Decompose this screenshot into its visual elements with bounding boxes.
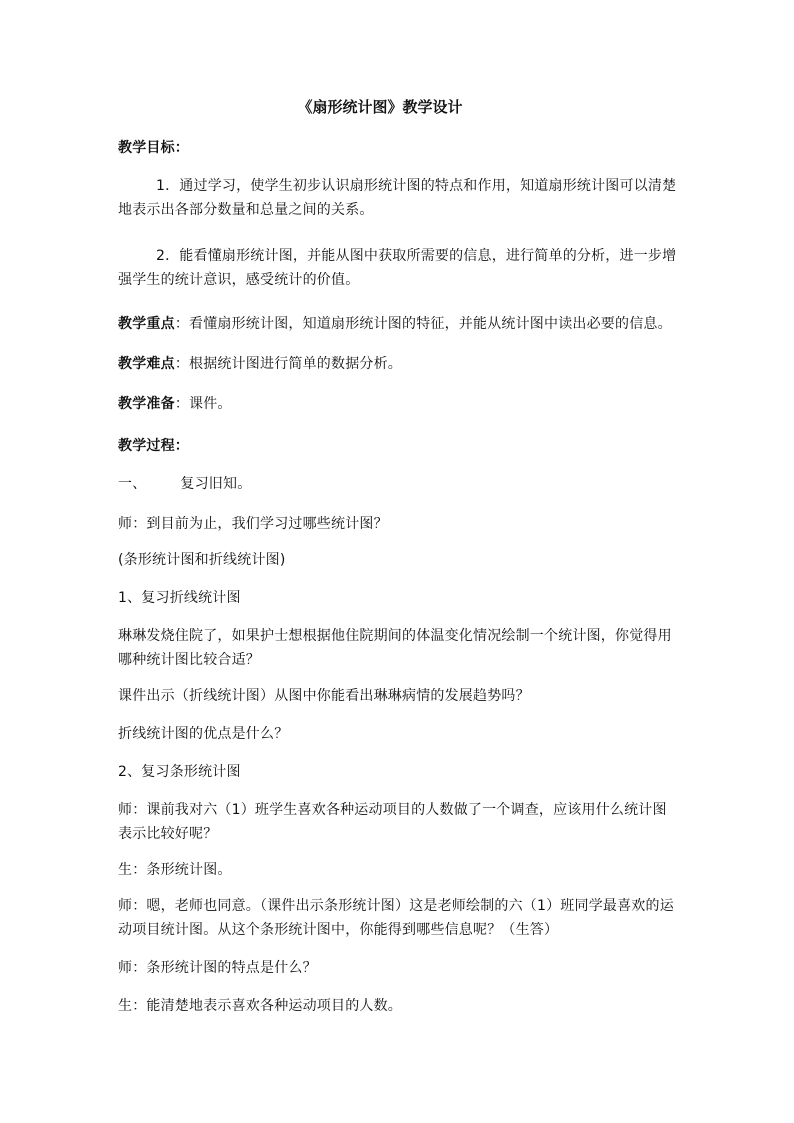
paragraph-11: 师：条形统计图的特点是什么？: [118, 960, 317, 976]
paragraph-1: 师：到目前为止，我们学习过哪些统计图？: [118, 516, 388, 532]
paragraph-7: 2、复习条形统计图: [118, 764, 241, 780]
goal-item-1: 1．通过学习，使学生初步认识扇形统计图的特点和作用，知道扇形统计图可以清楚地表示出各部分数量和总量之间的关系。: [118, 178, 677, 218]
key-point-text: ：看懂扇形统计图，知道扇形统计图的特征，并能从统计图中读出必要的信息。: [174, 316, 672, 332]
section-1-heading: [118, 472, 678, 496]
process-heading: 教学过程：: [118, 438, 189, 454]
section-1-title: 复习旧知。: [180, 476, 252, 492]
paragraph-12: 生：能清楚地表示喜欢各种运动项目的人数。: [118, 998, 402, 1014]
key-point-label: 教学重点: [118, 316, 175, 332]
preparation-label: 教学准备: [118, 396, 175, 412]
paragraph-6: 折线统计图的优点是什么？: [118, 726, 289, 742]
goal-item-2: 2．能看懂扇形统计图，并能从图中获取所需要的信息，进行简单的分析，进一步增强学生的统计意识，感受统计的价值。: [118, 248, 677, 288]
preparation-line: [118, 392, 678, 416]
paragraph-4: 琳琳发烧住院了，如果护士想根据他住院期间的体温变化情况绘制一个统计图，你觉得用哪种统计图比较合适？: [118, 628, 672, 668]
paragraph-8: 师：课前我对六（1）班学生喜欢各种运动项目的人数做了一个调查，应该用什么统计图表示比较好呢？: [118, 802, 667, 842]
paragraph-9: 生：条形统计图。: [118, 862, 232, 878]
paragraph-3: 1、复习折线统计图: [118, 590, 241, 606]
preparation-text: ：课件。: [174, 396, 232, 412]
goal-heading: 教学目标：: [118, 140, 189, 156]
document-title: 《扇形统计图》教学设计: [297, 98, 463, 116]
paragraph-5: 课件出示（折线统计图）从图中你能看出琳琳病情的发展趋势吗？: [118, 688, 530, 704]
paragraph-2: (条形统计图和折线统计图): [118, 552, 286, 568]
key-point-line: [118, 312, 678, 336]
difficulty-text: ：根据统计图进行简单的数据分析。: [174, 356, 403, 372]
difficulty-line: [118, 352, 678, 376]
difficulty-label: 教学难点: [118, 356, 175, 372]
section-1-number: 一、: [118, 476, 147, 492]
paragraph-10: 师：嗯，老师也同意。（课件出示条形统计图）这是老师绘制的六（1）班同学最喜欢的运动项目统计图。从这个条形统计图中，你能得到哪些信息呢？（生答）: [118, 898, 674, 938]
